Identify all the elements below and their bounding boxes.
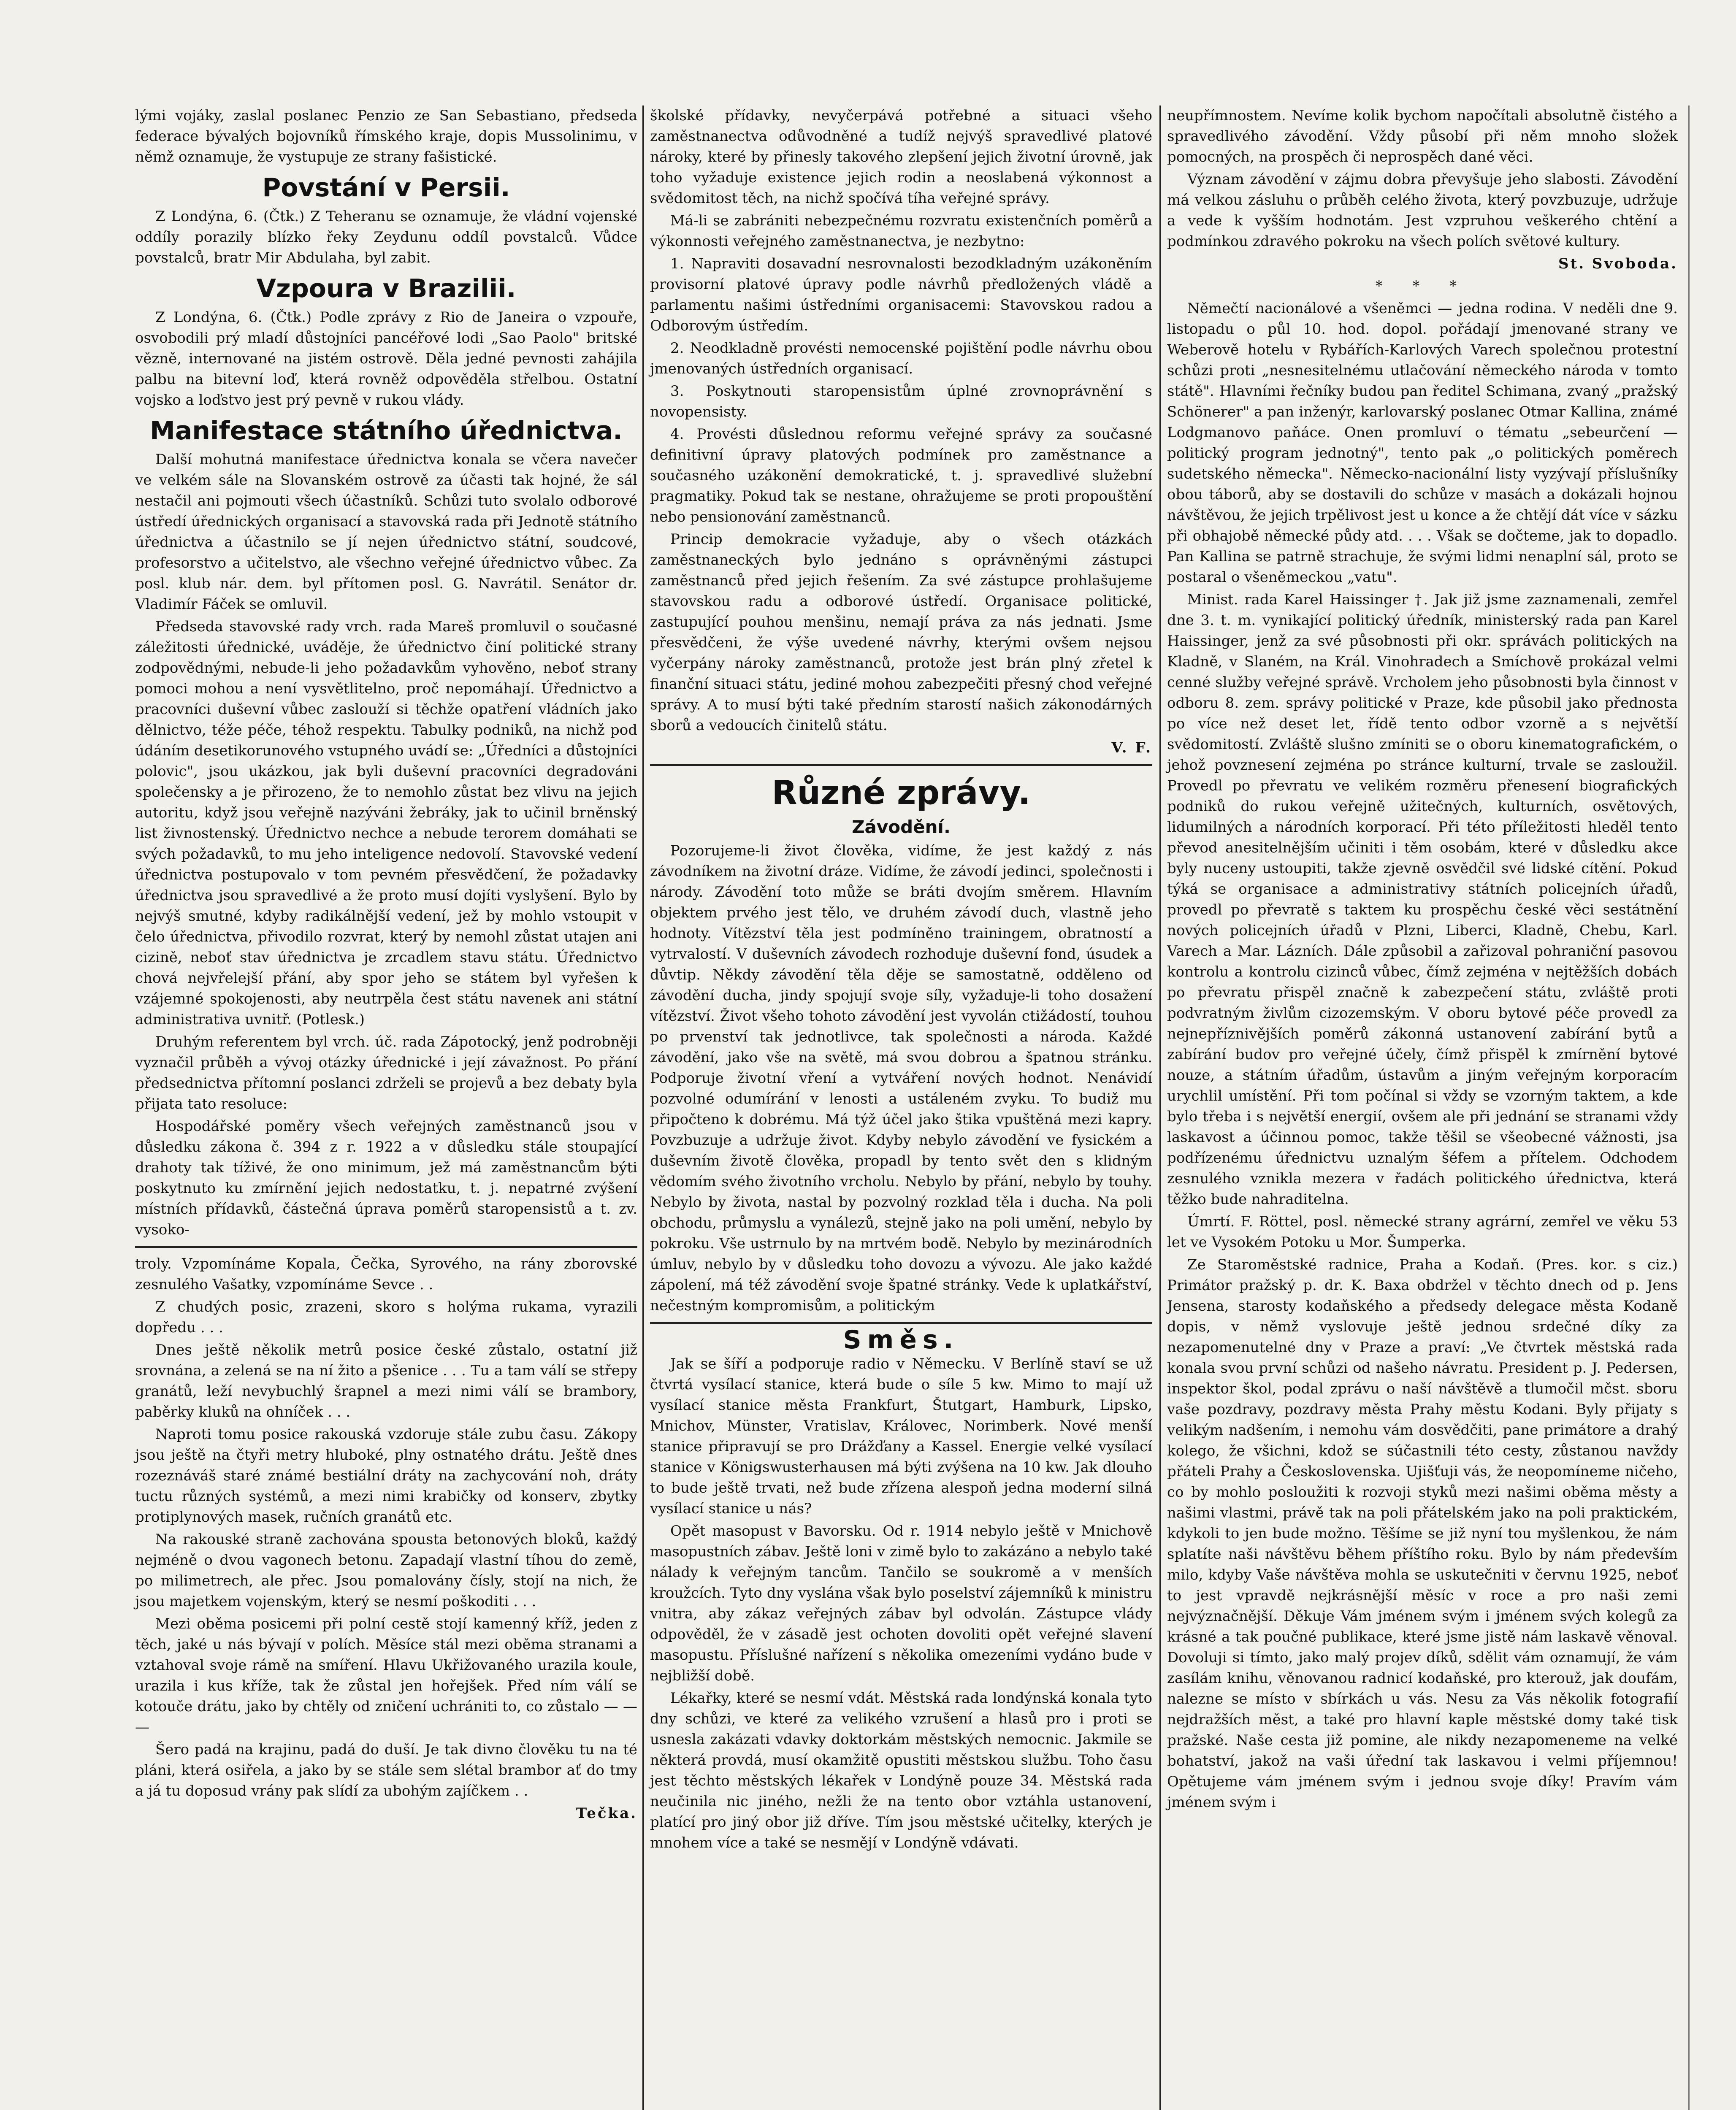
article-text: Z chudých posic, zrazeni, skoro s holýma rukama, vyrazili dopředu . . .	[135, 1298, 637, 1336]
article-text: Princip demokracie vyžaduje, aby o všech otázkách zaměstnaneckých bylo jednáno s oprávněnými zástupci zaměstnanců před jejich řešením. Za své zástupce prohlašujeme stavovskou radu a odborové ústředí. Organisace politické, zastupující pouhou menšinu, nemají práva za nás jednati. Jsme přesvědčeni, že výše uvedené návrhy, kterými ovšem nejsou vyčerpány nároky zaměstnanců, protože jest brán plný zřetel k finanční situaci státu, jediné mohou zabezpečiti přesný chod veřejné správy. A to musí býti také předním starostí našich zákonodárných sborů a vedoucích činitelů státu.	[650, 531, 1152, 734]
article-text: Na rakouské straně zachována spousta betonových bloků, každý nejméně o dvou vagonech betonu. Zapadají vlastní tíhou do země, po milimetrech, ale přec. Jsou pomalovány čísly, stojí na nich, že jsou majetkem vojenským, který se nesmí poškoditi . . .	[135, 1531, 637, 1610]
article-text: Význam závodění v zájmu dobra převyšuje jeho slabosti. Závodění má velkou zásluhu o průběh celého života, který povzbuzuje, udržuje a vede k vyšším hodnotám. Jest vzpruhou veškerého chtění a podmínkou zdravého pokroku na všech polích světové kultury.	[1167, 171, 1678, 250]
article-text: 1. Napraviti dosavadní nesrovnalosti bezodkladným uzákoněním provisorní platové úpravy podle návrhů předložených vládě a parlamentu našimi ústředními organisacemi: Stavovskou radou a Odborovým ústředím.	[650, 255, 1152, 334]
section-rule	[650, 764, 1152, 766]
author-signature: V. F.	[1111, 739, 1152, 756]
page-edge-rule	[1688, 106, 1690, 2110]
column-left	[135, 106, 637, 2110]
author-signature: St. Svoboda.	[1558, 255, 1678, 272]
article-text: Jak se šíří a podporuje radio v Německu. V Berlíně staví se už čtvrtá vysílací stanice, která bude o síle 5 kw. Mimo to mají už vysílací stanice města Frankfurt, Štutgart, Hamburk, Lipsko, Mnichov, Münster, Vratislav, Královec, Norimberk. Nové menší stanice připravují se pro Drážďany a Kassel. Energie velké vysílací stanice v Königswusterhausen má býti zvýšena na 10 kw. Jak dlouho to bude ještě trvati, než bude zřízena alespoň jedna moderní silná vysílací stanice u nás?	[650, 1355, 1152, 1517]
article-text: Šero padá na krajinu, padá do duší. Je tak divno člověku tu na té pláni, která osiřela, a jako by se stále sem slétal brambor ať do tmy a já tu doposud vrány pak slídí za ubohým zajíčkem . .	[135, 1741, 637, 1799]
article-text: školské přídavky, nevyčerpává potřebné a situaci všeho zaměstnanectva odůvodněné a tudíž nejvýš spravedlivé platové nároky, které by přinesly takového zlepšení jejich životní úrovně, jak toho vyžaduje existence jejich rodin a neoslabená výkonnost a svědomitost těch, na nichž spočívá tíha veřejné správy.	[650, 107, 1152, 207]
article-text: Němečtí nacionálové a všeněmci — jedna rodina. V neděli dne 9. listopadu o půl 10. hod. dopol. pořádají jmenované strany ve Weberově hotelu v Rybářích-Karlových Varech společnou protestní schůzi proti „nesnesitelnému utlačování německého národa v tomto státě". Hlavními řečníky budou pan ředitel Schimana, zvaný „pražský Schönerer" a pan inženýr, karlovarský poslanec Otmar Kallina, známé Lodgmanovo paňáce. Onen promluví o tématu „sebeurčení — politický program jednotný", tento pak „o politických poměrech sudetského německa". Německo-nacionální listy vyzývají příslušníky obou táborů, aby se dostavili do schůze v masách a dokázali hojnou návštěvou, že jejich trpělivost jest u konce a že chtějí dát více v sázku při obhajobě německé půdy atd. . . . Však se dočteme, jak to dopadlo. Pan Kallina se patrně strachuje, že svými lidmi nenaplní sál, proto se postaral o všeněmeckou „vatu".	[1167, 300, 1678, 586]
article-text: Další mohutná manifestace úřednictva konala se včera navečer ve velkém sále na Slovanském ostrově za účasti tak hojné, že sál nestačil ani pojmouti všech účastníků. Schůzi tuto svolalo odborové ústředí úřednických organisací a stavovská rada při Jednotě státního úřednictva a účastnilo se jí nejen úřednictvo státní, soudcové, profesorstvo a učitelstvo, ale všechno veřejné úřednictvo vůbec. Za posl. klub nár. dem. byl přítomen posl. G. Navrátil. Senátor dr. Vladimír Fáček se omluvil.	[135, 451, 637, 613]
column-middle	[650, 106, 1152, 2110]
separator-stars: * * *	[1375, 278, 1470, 295]
article-text: 4. Provésti důslednou reformu veřejné správy za současné definitivní úpravy platových podmínek pro zaměstnance a současného uzákonění demokratické, t. j. spravedlivé služební pragmatiky. Pokud tak se nestane, ohražujeme se proti propouštění nebo pensionování zaměstnanců.	[650, 426, 1152, 525]
column-divider	[642, 106, 644, 2110]
article-text: Má-li se zabrániti nebezpečnému rozvratu existenčních poměrů a výkonnosti veřejného zaměstnanectva, je nezbytno:	[650, 212, 1152, 250]
subheading-zavodeni: Závodění.	[852, 817, 951, 837]
headline-brazil: Vzpoura v Brazilii.	[256, 274, 516, 303]
column-right	[1167, 106, 1678, 2110]
author-signature: Tečka.	[576, 1805, 637, 1822]
section-heading-ruzne-zpravy: Různé zprávy.	[772, 774, 1031, 812]
article-text: Naproti tomu posice rakouská vzdoruje stále zubu času. Zákopy jsou ještě na čtyři metry hluboké, plny ostnatého drátu. Ještě dnes rozeznáváš staré známé bestiální dráty na zachycování noh, dráty tuctu různých systémů, a mezi nimi krabičky od konserv, zbytky protiplynových masek, ručních granátů etc.	[135, 1426, 637, 1526]
article-text: Úmrtí. F. Röttel, posl. německé strany agrární, zemřel ve věku 53 let ve Vysokém Potoku u Mor. Šumperka.	[1167, 1213, 1678, 1251]
article-text: lými vojáky, zaslal poslanec Penzio ze San Sebastiano, předseda federace bývalých bojovníků římského kraje, dopis Mussolinimu, v němž oznamuje, že vystupuje ze strany fašistické.	[135, 107, 637, 165]
article-text: troly. Vzpomínáme Kopala, Čečka, Syrového, na rány zborovské zesnulého Vašatky, vzpomínáme Sevce . .	[135, 1255, 637, 1293]
column-divider	[1159, 106, 1161, 2110]
headline-persie: Povstání v Persii.	[262, 173, 510, 203]
article-text: Hospodářské poměry všech veřejných zaměstnanců jsou v důsledku zákona č. 394 z r. 1922 a v důsledku stále stoupající drahoty tak tíživé, že ono minimum, jež má zaměstnancům býti poskytnuto ku zmírnění jejich nedostatku, t. j. nepatrné zvýšení místních přídavků, částečná úprava poměrů staropensistů a t. zv. vysoko-	[135, 1118, 637, 1238]
article-text: Opět masopust v Bavorsku. Od r. 1914 nebylo ještě v Mnichově masopustních zábav. Ještě loni v zimě bylo to zakázáno a nebylo také nálady k veřejným tancům. Tančilo se soukromě a v menších kroužcích. Tyto dny vyslána však bylo poselství zájemníků k ministru vnitra, aby zákaz veřejných zábav byl odvolán. Zástupce vlády odpověděl, že v zásadě jest ochoten dovoliti opět veřejné slavení masopustu. Příslušné nařízení s několika omezeními vydáno bude v nejbližší době.	[650, 1523, 1152, 1684]
article-text: Z Londýna, 6. (Čtk.) Podle zprávy z Rio de Janeira o vzpouře, osvobodili prý mladí důstojníci pancéřové lodi „Sao Paolo" britské vězně, internované na jistém ostrově. Děla jedné pevnosti zahájila palbu na bitevní loď, která rovněž odpověděla střelbou. Ostatní vojsko a loďstvo jest prý pevně v rukou vlády.	[135, 309, 637, 408]
article-text: 2. Neodkladně provésti nemocenské pojištění podle návrhu obou jmenovaných ústředních organisací.	[650, 340, 1152, 377]
section-heading-smes: Směs.	[843, 1325, 959, 1355]
article-text: neupřímnostem. Nevíme kolik bychom napočítali absolutně čistého a spravedlivého závodění. Vždy působí při něm mnoho složek pomocných, na prospěch či neprospěch dané věci.	[1167, 107, 1678, 165]
article-text: Předseda stavovské rady vrch. rada Mareš promluvil o současné záležitosti úřednické, uváděje, že úřednictvo činí politické strany zodpovědnými, nebude-li jeho požadavkům vyhověno, neboť strany pomoci mohou a není vysvětlitelno, proč nepomáhají. Úřednictvo a pracovníci duševní vůbec zaslouží si těchže opatření vládních jako dělnictvo, téže péče, téhož respektu. Tabulky podniků, na nichž pod údáním desetikorunového vstupného uvádí se: „Úředníci a důstojníci polovic", jsou ukázkou, jak byli duševní pracovníci degradováni společensky a je přirozeno, že to nemohlo zůstat bez vlivu na jejich autoritu, když jsou veřejně nazýváni žebráky, jak to učinil brněnský list živnostenský. Úřednictvo nechce a nebude terorem domáhati se svých požadavků, to mu jeho inteligence nedovolí. Stavovské vedení úřednictva postupovalo v tom pevném přesvědčení, že požadavky úřednictva jsou spravedlivé a že proto musí dojíti vyslyšení. Bylo by nejvýš smutné, kdyby radikálnější vedení, jež by mohlo vstoupit v čelo úřednictva, přivodilo rozvrat, který by nemohl zůstat utajen ani cizině, neboť stav úřednictva je zrcadlem stavu státu. Úřednictvo chová nejvřelejší přání, aby spor jeho se státem byl vyřešen k vzájemné spokojenosti, aby neutrpěla čest státu navenek ani státní administrativa uvnitř. (Potlesk.)	[135, 618, 637, 1028]
article-text: Z Londýna, 6. (Čtk.) Z Teheranu se oznamuje, že vládní vojenské oddíly porazily blízko řeky Zeydunu oddíl povstalců. Vůdce povstalců, bratr Mir Abdulaha, byl zabit.	[135, 208, 637, 266]
article-text: Mezi oběma posicemi při polní cestě stojí kamenný kříž, jeden z těch, jaké u nás bývají v polích. Měsíce stál mezi oběma stranami a vztahoval svoje rámě na smíření. Hlavu Ukřižovaného urazila koule, urazila i kus kříže, tak že zůstal jen hořejšek. Před ním válí se kotouče drátu, jako by chtěly od zničení uchrániti to, co zůstalo — — —	[135, 1615, 637, 1736]
article-text: Dnes ještě několik metrů posice české zůstalo, ostatní již srovnána, a zelená se na ní žito a pšenice . . . Tu a tam válí se střepy granátů, leží nevybuchlý šrapnel a mezi nimi válí se brambory, paběrky kluků na ohníček . . .	[135, 1342, 637, 1420]
section-rule	[650, 1322, 1152, 1324]
section-rule	[135, 1246, 637, 1248]
article-text: Lékařky, které se nesmí vdát. Městská rada londýnská konala tyto dny schůzi, ve které za velikého vzrušení a hlasů pro i proti se usnesla zakázati vdavky doktorkám městských nemocnic. Jakmile se některá provdá, musí okamžitě opustiti městskou službu. Toho času jest těchto městských lékařek v Londýně pouze 34. Městská rada neučinila nic jiného, nežli že na tento obor vztáhla ustanovení, platící pro jiný obor již dříve. Tím jsou městské učitelky, kterých je mnohem více a také se nesmějí v Londýně vdávati.	[650, 1690, 1152, 1851]
article-text: Ze Staroměstské radnice, Praha a Kodaň. (Pres. kor. s ciz.) Primátor pražský p. dr. K. Baxa obdržel v těchto dnech od p. Jens Jensena, starosty kodaňského a předsedy delegace města Kodaně dopis, v němž vyslovuje ještě jednou srdečné díky za nezapomenutelné dny v Praze a praví: „Ve čtvrtek městská rada konala svou první schůzi od našeho návratu. President p. J. Pedersen, inspektor škol, podal zprávu o naší návštěvě a tlumočil mčst. sboru vaše pozdravy, pozdravy města Prahy městu Kodani. Byly přijaty s velikým nadšením, i nemohu vám dosvědčiti, pane primátore a drahý kolego, že všichni, kdož se súčastnili této cesty, zůstanou navždy přáteli Prahy a Československa. Ujišťuji vás, že neopomíneme ničeho, co by mohlo posloužiti k rozvoji styků mezi našimi oběma městy a našimi vlastmi, právě tak na poli přátelském jako na poli praktickém, kdykoli to jen bude možno. Těšíme se již nyní tou myšlenkou, že nám splatíte naši návštěvu během příštího roku. Bylo by nám především milo, kdyby Vaše návštěva mohla se uskutečniti v červnu 1925, neboť to jest vpravdě nejkrásnější měsíc v roce a pro naši zemi nejvýznačnější. Děkuje Vám jménem svým i jménem svých kolegů za krásné a tak poučné publikace, které jsme jistě nám laskavě věnoval. Dovoluji si tímto, jako malý projev díků, sdělit vám oznamují, že vám zasílám knihu, věnovanou radnicí kodaňské, pro kterouž, jak doufám, nalezne se místo v sbírkách u vás. Nesu za Vás několik fotografií nejdražších měst, a také pro hlavní kaple městské domy také tisk pražské. Naše cesta již pomine, ale nikdy nezapomeneme na velké bohatství, jakož na vaši úřední tak laskavou i velmi příjemnou! Opětujeme vám jménem svým i jednou svoje díky! Pravím vám jménem svým i	[1167, 1256, 1678, 1811]
article-text: Pozorujeme-li život člověka, vidíme, že jest každý z nás závodníkem na životní dráze. Vidíme, že závodí jedinci, společnosti i národy. Závodění toto může se bráti dvojím směrem. Hlavním objektem prvého jest tělo, ve druhém závodí duch, vlastně jeho hodnoty. Vítězství těla jest podmíněno trainingem, obratností a vytrvalostí. V duševních závodech rozhoduje duševní fond, úsudek a důvtip. Někdy závodění těla děje se samostatně, odděleno od závodění ducha, jindy spojují svoje síly, vyžaduje-li toho dosažení vítězství. Život všeho tohoto závodění jest vyvolán ctižádostí, touhou po prvenství tak jednotlivce, tak společnosti a národa. Každé závodění, jako vše na světě, má svou dobrou a špatnou stránku. Podporuje životní vření a vytváření nových hodnot. Nenávidí pozvolné odumírání v lenosti a ustáleném zvyku. To budiž mu připočteno k dobrému. Má týž účel jako štika vpuštěná mezi kapry. Povzbuzuje a udržuje život. Kdyby nebylo závodění ve fysickém a duševním životě člověka, propadl by tento svět den s klidným vědomím svého životního vrcholu. Nebylo by přání, nebylo by touhy. Nebylo by života, nastal by pozvolný rozklad těla i ducha. Na poli obchodu, průmyslu a vynálezů, stejně jako na poli umění, nebylo by pokroku. Vše ustrnulo by na mrtvém bodě. Nebylo by mezinárodních úmluv, nebylo by v důsledku toho dovozu a vývozu. Ale jako každé zápolení, má též závodění svoje špatné stránky. Vede k uplatkářství, nečestným kompromisům, a politickým	[650, 842, 1152, 1314]
headline-manifestace: Manifestace státního úřednictva.	[150, 416, 623, 446]
article-text: 3. Poskytnouti staropensistům úplné zrovnoprávnění s novopensisty.	[650, 383, 1152, 420]
article-text: Druhým referentem byl vrch. úč. rada Zápotocký, jenž podrobněji vyznačil průběh a vývoj otázky úřednické i její závažnost. Po přání předsednictva přítomní poslanci zdrželi se projevů a bez debaty byla přijata tato resoluce:	[135, 1033, 637, 1112]
article-text: Minist. rada Karel Haissinger †. Jak již jsme zaznamenali, zemřel dne 3. t. m. vynikající politický úředník, ministerský rada pan Karel Haissinger, jenž za své působnosti při okr. správách politických na Kladně, v Slaném, na Král. Vinohradech a Smíchově prokázal velmi cenné služby veřejné správě. Vrcholem jeho působnosti byla činnost v odboru 8. zem. správy politické v Praze, kde působil jako přednosta po více než deset let, řídě tento odbor vzorně a s největší svědomitostí. Zvláště slušno zmíniti se o oboru kinematografickém, o jehož povznesení zejména po stránce kulturní, trvale se zasloužil. Provedl po převratu ve velikém rozměru přenesení biografických podniků do rukou veřejně užitečných, kulturních, osvětových, lidumilných a národních korporací. Při této příležitosti hleděl tento převod anesitelnějším učiniti i těm osobám, které v důsledku akce byly nuceny ustoupiti, takže zjevně osvědčil své lidské cítění. Pokud týká se organisace a administrativy státních policejních úřadů, provedl po převratě s taktem ku prospěchu české věci sestátnění nových policejních úřadů v Plzni, Liberci, Kladně, Chebu, Karl. Varech a Mar. Lázních. Dále způsobil a zařizoval pohraniční pasovou kontrolu a kontrolu cizinců vůbec, čímž zejména v nejtěžších dobách po převratu přispěl značně k zabezpečení státu, zvláště proti podvratným živlům cizozemským. V oboru bytové péče provedl za nejnepříznivějších poměrů zákonná ustanovení zabírání bytů a zabírání budov pro veřejné účely, čímž přispěl k zmírnění bytové nouze, a státním úřadům, ústavům a jiným veřejným korporacím urychlil umístění. Při tom počínal si vždy se vzorným taktem, a kde bylo třeba i s největší energií, ovšem ale při jednání se stranami vždy laskavost a účinnou pomoc, takže těšil se všeobecné vážnosti, jsa podřízenému úřednictvu uznalým šéfem a přítelem. Odchodem zesnulého vznikla mezera v řadách politického úřednictva, která těžko bude nahraditelna.	[1167, 591, 1678, 1208]
